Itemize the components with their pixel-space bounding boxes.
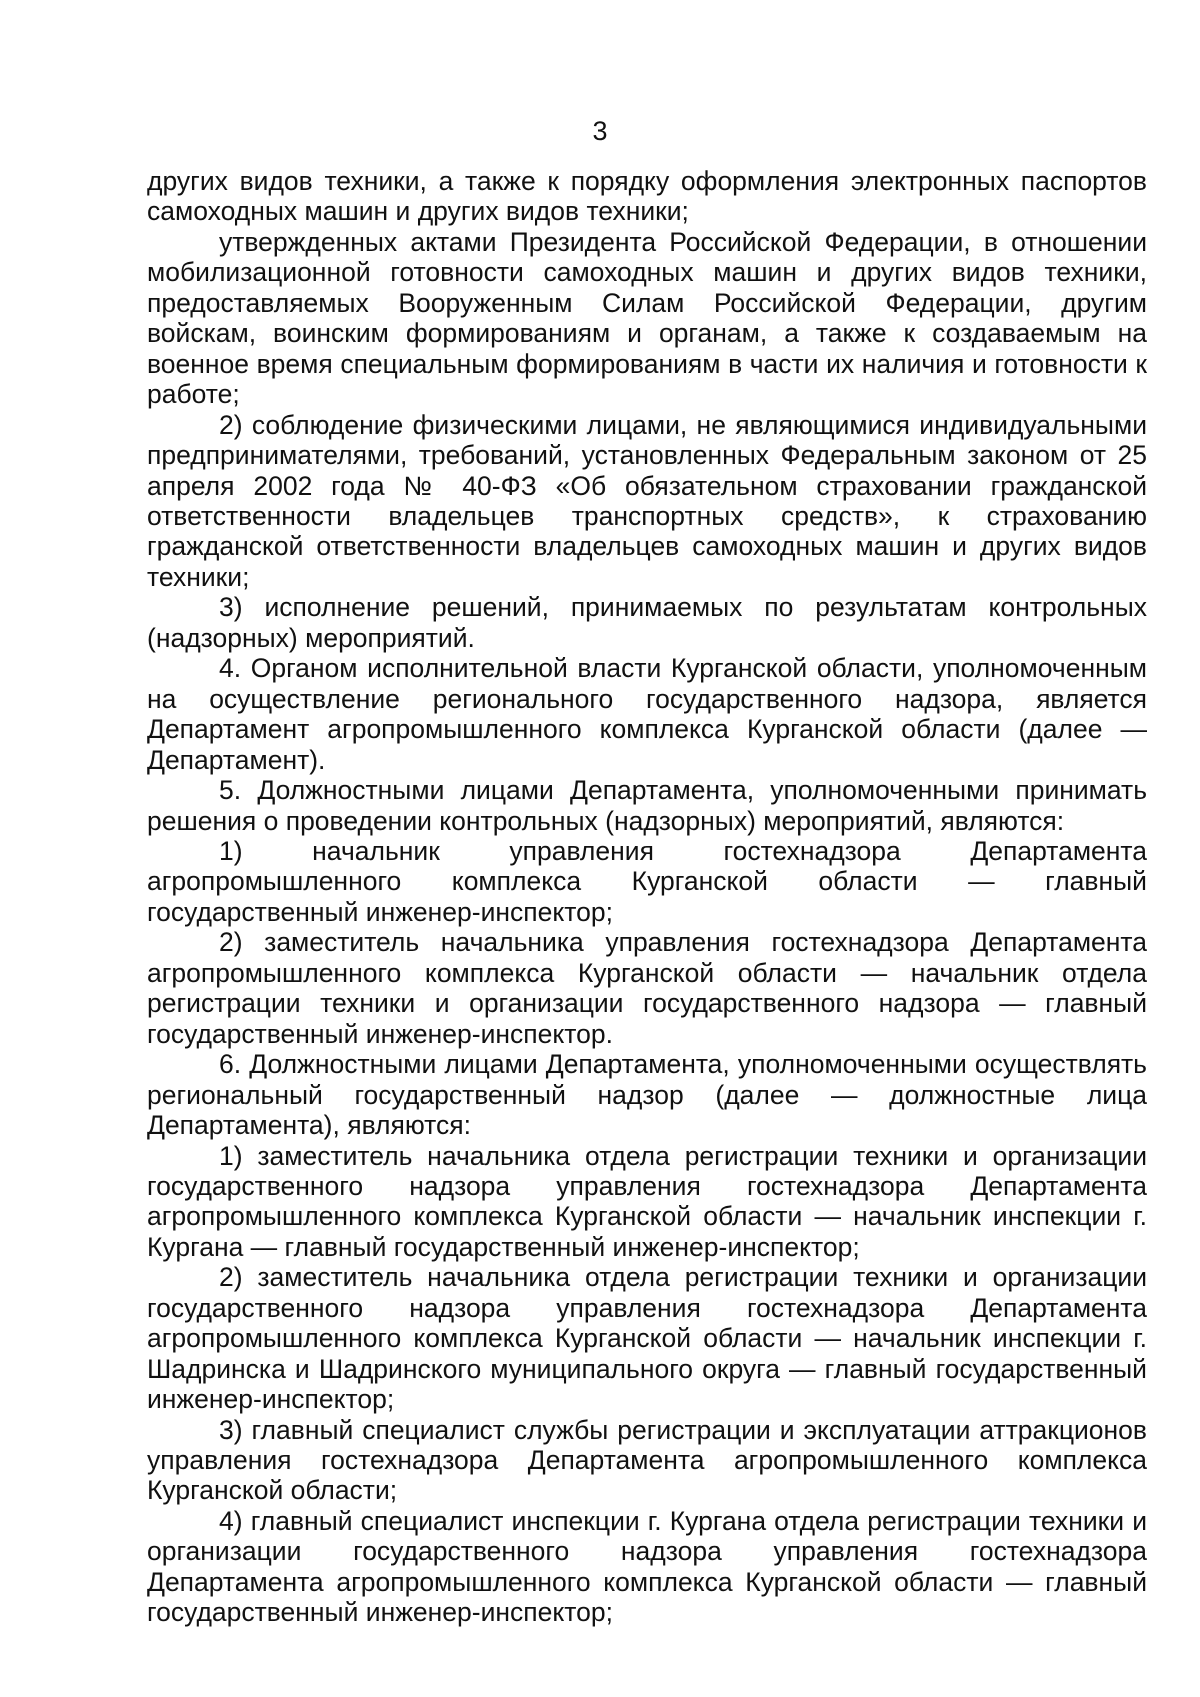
- paragraph-presidential-acts: утвержденных актами Президента Российской Федерации, в отношении мобилизационной готовности самоходных машин и других видов техники, предоставляемых Вооруженным Силам Российской Федерации, другим войскам, воинским формированиям и органам, а также к создаваемым на военное время специальным формированиям в части их наличия и готовности к работе;: [147, 226, 1147, 410]
- document-body: [147, 166, 1147, 1628]
- paragraph-section-6: 6. Должностными лицами Департамента, уполномоченными осуществлять региональный государственный надзор (далее — должностные лица Департамента), являются:: [147, 1049, 1147, 1141]
- paragraph-section-6-item-3: 3) главный специалист службы регистрации и эксплуатации аттракционов управления гостехнадзора Департамента агропромышленного комплекса Курганской области;: [147, 1414, 1147, 1506]
- paragraph-section-6-item-4: 4) главный специалист инспекции г. Кургана отдела регистрации техники и организации государственного надзора управления гостехнадзора Департамента агропромышленного комплекса Курганской области — главный государственный инженер-инспектор;: [147, 1505, 1147, 1628]
- paragraph-continuation: других видов техники, а также к порядку оформления электронных паспортов самоходных машин и других видов техники;: [147, 166, 1147, 227]
- paragraph-item-3-decisions: 3) исполнение решений, принимаемых по результатам контрольных (надзорных) мероприятий.: [147, 592, 1147, 653]
- paragraph-item-2-insurance: 2) соблюдение физическими лицами, не являющимися индивидуальными предпринимателями, требований, установленных Федеральным законом от 25 апреля 2002 года № 40-ФЗ «Об обязательном страховании гражданской ответственности владельцев транспортных средств», к страхованию гражданской ответственности владельцев самоходных машин и других видов техники;: [147, 409, 1147, 592]
- paragraph-section-6-item-2: 2) заместитель начальника отдела регистрации техники и организации государственного надзора управления гостехнадзора Департамента агропромышленного комплекса Курганской области — начальник инспекции г. Шадринска и Шадринского муниципального округа — главный государственный инженер-инспектор;: [147, 1262, 1147, 1415]
- paragraph-section-5-item-2: 2) заместитель начальника управления гостехнадзора Департамента агропромышленного комплекса Курганской области — начальник отдела регистрации техники и организации государственного надзора — главный государственный инженер-инспектор.: [147, 927, 1147, 1049]
- paragraph-section-5-item-1: 1) начальник управления гостехнадзора Департамента агропромышленного комплекса Курганской области — главный государственный инженер-инспектор;: [147, 835, 1147, 927]
- paragraph-section-6-item-1: 1) заместитель начальника отдела регистрации техники и организации государственного надзора управления гостехнадзора Департамента агропромышленного комплекса Курганской области — начальник инспекции г. Кургана — главный государственный инженер-инспектор;: [147, 1140, 1147, 1262]
- paragraph-section-4: 4. Органом исполнительной власти Курганской области, уполномоченным на осуществление регионального государственного надзора, является Департамент агропромышленного комплекса Курганской области (далее — Департамент).: [147, 653, 1147, 775]
- paragraph-section-5: 5. Должностными лицами Департамента, уполномоченными принимать решения о проведении контрольных (надзорных) мероприятий, являются:: [147, 775, 1147, 836]
- page-number: 3: [592, 116, 608, 146]
